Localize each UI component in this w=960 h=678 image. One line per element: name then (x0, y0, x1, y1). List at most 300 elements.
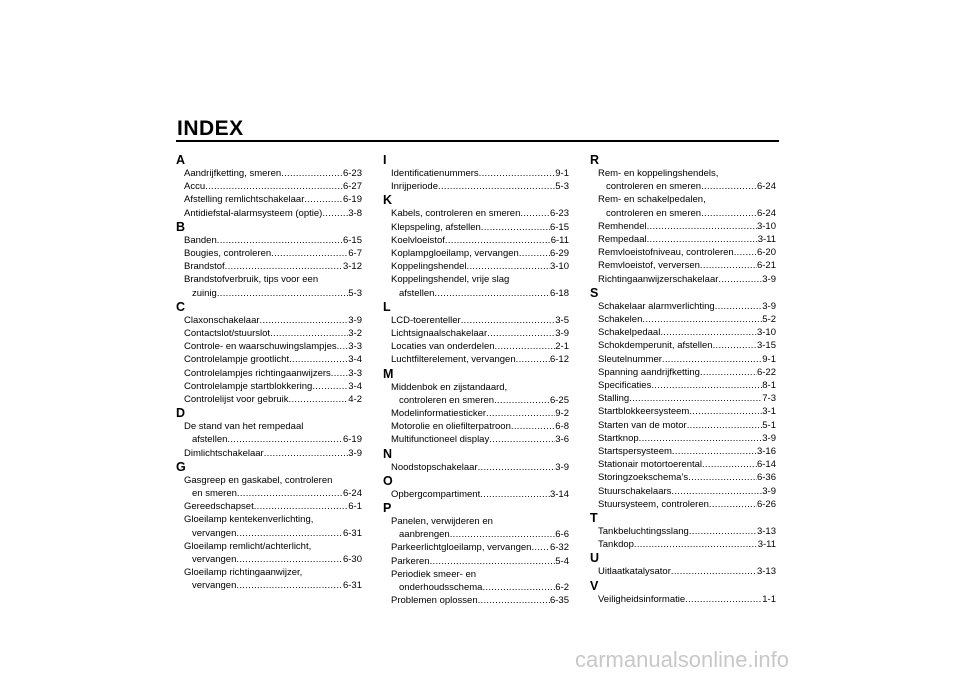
dot-leader (271, 247, 348, 260)
index-entry[interactable] (176, 513, 362, 539)
dot-leader (236, 579, 343, 592)
page-number: 2-1 (555, 341, 569, 353)
dot-leader (236, 553, 343, 566)
page-number: 9-2 (555, 408, 569, 420)
dot-leader (281, 167, 343, 180)
dot-leader (322, 207, 348, 220)
page-number: 6-23 (549, 208, 569, 220)
index-entry[interactable] (590, 300, 776, 313)
index-entry-text: Uitlaatkatalysator (598, 566, 671, 578)
index-entry-text: Klepspeling, afstellen (391, 221, 481, 233)
index-entry-text: Controlelampje grootlicht (184, 354, 290, 366)
dot-leader (434, 287, 550, 300)
page-number: 9-1 (555, 168, 569, 179)
dot-leader (634, 538, 758, 551)
index-entry-text: Luchtfilterelement, vervangen (391, 354, 516, 366)
dot-leader (217, 287, 348, 300)
page-number: 3-11 (757, 234, 776, 246)
page-number: 5-2 (762, 314, 776, 326)
page-number: 6-27 (342, 181, 362, 193)
index-entry[interactable] (590, 593, 776, 606)
index-letter: U (590, 551, 600, 566)
index-entry-text: Sleutelnummer (598, 353, 662, 365)
index-letter: N (383, 446, 393, 461)
index-entry[interactable] (383, 314, 569, 327)
index-entry-text: Startspersysteem (598, 446, 672, 458)
dot-leader (217, 234, 343, 247)
index-entry[interactable] (176, 180, 362, 193)
dot-leader (289, 353, 348, 366)
index-entry[interactable] (383, 594, 569, 607)
dot-leader (337, 340, 349, 353)
index-entry-text: Storingzoekschema’s (598, 472, 689, 484)
index-entry[interactable] (590, 313, 776, 326)
index-entry-text: Stationair motortoerental (598, 459, 703, 471)
page-number: 3-8 (348, 207, 362, 219)
index-entry[interactable] (590, 445, 776, 458)
index-letter: G (176, 459, 186, 474)
dot-leader (486, 407, 555, 420)
page-number: 3-1 (762, 406, 776, 418)
page-title: INDEX (177, 117, 244, 140)
index-entry[interactable] (383, 353, 569, 366)
page-number: 3-9 (762, 485, 776, 497)
index-entry-text: Tankdop (598, 539, 634, 551)
page-number: 6-11 (550, 234, 569, 246)
index-entry[interactable] (176, 340, 362, 353)
dot-leader (713, 339, 757, 352)
index-entry[interactable] (383, 461, 569, 474)
index-letter: B (176, 219, 186, 234)
index-entry-text: Parkeren (391, 555, 430, 567)
index-entry[interactable] (590, 233, 776, 246)
index-entry[interactable] (176, 420, 362, 446)
index-entry[interactable] (383, 488, 569, 501)
index-entry-text: afstellen (399, 287, 435, 299)
page-number: 6-26 (756, 498, 776, 510)
index-entry-text: Koppelingshendel (391, 261, 467, 273)
index-entry[interactable] (590, 273, 776, 286)
index-entry-text: Antidiefstal-alarmsysteem (optie) (184, 207, 323, 219)
page-number: 6-18 (549, 287, 569, 299)
index-entry-text: Rem- en schakelpedalen, (598, 194, 706, 206)
dot-leader (701, 207, 757, 220)
index-entry-text: Locaties van onderdelen (391, 341, 495, 353)
dot-leader (734, 246, 757, 259)
index-entry-text: Veiligheidsinformatie (598, 593, 686, 605)
dot-leader (647, 233, 758, 246)
page-number: 6-19 (342, 434, 362, 446)
dot-leader (700, 259, 757, 272)
index-entry-text: Stuursysteem, controleren (598, 498, 709, 510)
index-entry-text: Stuurschakelaars (598, 485, 672, 497)
dot-leader (494, 394, 550, 407)
index-entry-text: vervangen (192, 527, 237, 539)
index-entry[interactable] (590, 405, 776, 418)
index-entry-text: aanbrengen (399, 529, 450, 541)
page-number: 6-14 (756, 459, 776, 471)
index-entry-text: vervangen (192, 580, 237, 592)
index-entry[interactable] (383, 381, 569, 407)
index-entry[interactable] (176, 540, 362, 566)
dot-leader (651, 379, 762, 392)
index-entry-text: Controlelampjes richtingaanwijzers (184, 367, 331, 379)
dot-leader (520, 207, 550, 220)
page-number: 5-3 (555, 181, 569, 193)
page-number: 6-29 (549, 248, 569, 260)
dot-leader (445, 234, 551, 247)
index-entry-text: Startknop (598, 432, 639, 444)
page-number: 4-2 (348, 394, 362, 406)
index-letter: P (383, 501, 392, 516)
dot-leader (700, 366, 757, 379)
index-entry[interactable] (590, 193, 776, 219)
page-number: 6-22 (756, 366, 776, 378)
index-entry-text: Controle- en waarschuwingslampjes (184, 341, 337, 353)
dot-leader (660, 326, 757, 339)
index-entry-text: Motorolie en oliefilterpatroon (391, 421, 511, 433)
index-entry-text: Gasgreep en gaskabel, controleren (184, 474, 333, 486)
index-entry[interactable] (383, 541, 569, 554)
dot-leader (689, 405, 762, 418)
page-number: 3-15 (756, 340, 776, 352)
index-entry[interactable] (383, 234, 569, 247)
index-entry[interactable] (590, 498, 776, 511)
index-entry-text: Koelvloeistof (391, 234, 445, 246)
index-entry[interactable] (383, 555, 569, 568)
index-entry[interactable] (590, 525, 776, 538)
index-entry[interactable] (383, 247, 569, 260)
page-number: 3-5 (555, 314, 569, 326)
dot-leader (450, 528, 556, 541)
index-entry[interactable] (176, 247, 362, 260)
page-number: 6-15 (549, 221, 569, 233)
index-entry-text: controleren en smeren (606, 207, 702, 219)
page-number: 3-12 (342, 261, 362, 273)
index-column-3 (590, 153, 776, 606)
index-entry[interactable] (176, 566, 362, 592)
dot-leader (702, 458, 757, 471)
index-entry[interactable] (383, 221, 569, 234)
dot-leader (642, 313, 762, 326)
page-number: 3-3 (348, 367, 362, 379)
index-entry-text: Starten van de motor (598, 419, 687, 431)
index-entry-text: Opbergcompartiment (391, 488, 481, 500)
index-entry[interactable] (590, 339, 776, 352)
dot-leader (516, 353, 550, 366)
index-column-1 (176, 153, 362, 593)
index-entry[interactable] (176, 260, 362, 273)
page-number: 6-20 (756, 247, 776, 259)
index-entry-text: Middenbok en zijstandaard, (391, 381, 508, 393)
page-number: 3-13 (756, 566, 776, 578)
index-entry[interactable] (176, 234, 362, 247)
page-number: 6-23 (342, 168, 362, 179)
index-entry-text: Remvloeistof, verversen (598, 260, 700, 272)
index-entry-text: Modelinformatiesticker (391, 408, 487, 420)
index-entry-text: Claxonschakelaar (184, 314, 260, 326)
page-number: 6-19 (342, 194, 362, 206)
dot-leader (312, 380, 348, 393)
page-number: 6-31 (342, 580, 362, 592)
page-number: 3-4 (348, 380, 362, 392)
page-number: 5-1 (762, 419, 776, 431)
dot-leader (688, 471, 757, 484)
page-number: 3-6 (555, 434, 569, 446)
dot-leader (260, 314, 349, 327)
dot-leader (478, 594, 550, 607)
index-entry-text: Brandstofverbruik, tips voor een (184, 274, 319, 286)
page-number: 3-14 (549, 488, 569, 500)
index-entry-text: Periodiek smeer- en (391, 568, 477, 580)
index-entry[interactable] (590, 246, 776, 259)
dot-leader (225, 260, 343, 273)
dot-leader (264, 447, 349, 460)
title-rule (176, 140, 779, 142)
page-number: 3-13 (756, 526, 776, 538)
dot-leader (495, 340, 556, 353)
index-entry[interactable] (383, 433, 569, 446)
index-entry-text: Parkeerlichtgloeilamp, vervangen (391, 542, 532, 554)
index-entry[interactable] (176, 207, 362, 220)
dot-leader (289, 393, 349, 406)
index-entry[interactable] (383, 180, 569, 193)
index-entry[interactable] (590, 220, 776, 233)
index-entry-text: Spanning aandrijfketting (598, 366, 700, 378)
index-entry[interactable] (176, 273, 362, 299)
dot-leader (482, 581, 555, 594)
index-entry[interactable] (590, 353, 776, 366)
dot-leader (304, 193, 343, 206)
index-entry[interactable] (176, 474, 362, 500)
page-number: 5-4 (555, 555, 569, 567)
dot-leader (715, 300, 763, 313)
index-letter: R (590, 153, 600, 167)
index-entry-text: controleren en smeren (606, 181, 702, 193)
dot-leader (430, 555, 556, 568)
page-number: 6-32 (549, 542, 569, 554)
index-entry[interactable] (590, 259, 776, 272)
index-entry[interactable] (383, 327, 569, 340)
page-number: 6-7 (348, 248, 362, 260)
index-entry[interactable] (590, 366, 776, 379)
page-number: 3-10 (756, 220, 776, 232)
dot-leader (519, 247, 550, 260)
index-entry-text: Tankbeluchtingsslang (598, 526, 689, 538)
dot-leader (672, 445, 757, 458)
page-number: 3-10 (756, 327, 776, 339)
index-entry-text: Brandstof (184, 261, 225, 273)
index-letter: O (383, 473, 393, 488)
index-entry[interactable] (383, 568, 569, 594)
index-entry[interactable] (590, 392, 776, 405)
page-number: 3-9 (762, 273, 776, 285)
index-entry[interactable] (176, 167, 362, 180)
index-entry[interactable] (176, 393, 362, 406)
page-number: 6-24 (756, 207, 776, 219)
page-number: 6-1 (348, 501, 362, 513)
index-entry-text: Rem- en koppelingshendels, (598, 168, 719, 179)
dot-leader (438, 180, 555, 193)
index-entry[interactable] (176, 447, 362, 460)
index-entry-text: Identificatienummers (391, 168, 479, 179)
dot-leader (489, 433, 555, 446)
index-entry-text: Rempedaal (598, 234, 647, 246)
index-entry[interactable] (590, 167, 776, 193)
page-number: 6-8 (555, 421, 569, 433)
index-entry-text: Richtingaanwijzerschakelaar (598, 273, 719, 285)
dot-leader (227, 433, 343, 446)
index-entry-text: Aandrijfketting, smeren (184, 168, 282, 179)
page-number: 3-10 (549, 261, 569, 273)
dot-leader (487, 327, 555, 340)
index-entry[interactable] (383, 407, 569, 420)
page-number: 1-1 (762, 593, 776, 605)
page-number: 6-15 (342, 234, 362, 246)
index-entry-text: Koplampgloeilamp, vervangen (391, 248, 519, 260)
index-entry[interactable] (383, 167, 569, 180)
dot-leader (479, 167, 556, 180)
index-entry-text: Kabels, controleren en smeren (391, 208, 521, 220)
page-number: 6-35 (549, 595, 569, 607)
page-number: 6-12 (549, 354, 569, 366)
index-entry-text: LCD-toerenteller (391, 314, 461, 326)
page-number: 6-24 (756, 181, 776, 193)
index-entry[interactable] (383, 207, 569, 220)
dot-leader (481, 221, 550, 234)
index-letter: M (383, 366, 394, 381)
dot-leader (687, 419, 763, 432)
index-entry[interactable] (383, 420, 569, 433)
index-entry-text: Controlelampje startblokkering (184, 380, 313, 392)
index-entry-text: Controlelijst voor gebruik (184, 394, 289, 406)
index-entry[interactable] (176, 500, 362, 513)
index-entry-text: Afstelling remlichtschakelaar (184, 194, 305, 206)
index-entry-text: Schokdemperunit, afstellen (598, 340, 713, 352)
index-entry-text: Schakelen (598, 314, 643, 326)
index-entry-text: afstellen (192, 434, 228, 446)
index-entry[interactable] (176, 367, 362, 380)
page-number: 6-21 (756, 260, 776, 272)
page-number: 8-1 (762, 380, 776, 392)
dot-leader (689, 525, 757, 538)
page-number: 6-30 (342, 554, 362, 566)
dot-leader (718, 273, 762, 286)
index-entry-text: Multifunctioneel display (391, 434, 490, 446)
index-entry-text: Dimlichtschakelaar (184, 447, 264, 459)
index-entry-text: Gloeilamp remlicht/achterlicht, (184, 540, 312, 552)
index-entry-text: en smeren (192, 488, 237, 500)
index-letter: K (383, 193, 393, 208)
index-entry-text: Remvloeistofniveau, controleren (598, 247, 734, 259)
index-entry-text: controleren en smeren (399, 394, 495, 406)
index-entry-text: Lichtsignaalschakelaar (391, 328, 488, 340)
page-number: 3-3 (348, 341, 362, 353)
index-entry-text: Koppelingshendel, vrije slag (391, 274, 510, 286)
page-number: 9-1 (762, 353, 776, 365)
index-entry[interactable] (383, 340, 569, 353)
page-number: 6-2 (555, 582, 569, 594)
index-entry[interactable] (590, 485, 776, 498)
index-entry[interactable] (590, 471, 776, 484)
index-entry[interactable] (590, 419, 776, 432)
index-letter: T (590, 511, 598, 526)
dot-leader (254, 500, 349, 513)
index-entry-text: Schakelaar alarmverlichting (598, 300, 715, 312)
index-entry[interactable] (590, 432, 776, 445)
dot-leader (467, 260, 550, 273)
index-entry[interactable] (590, 326, 776, 339)
dot-leader (701, 180, 757, 193)
index-letter: D (176, 406, 186, 421)
page-number: 3-9 (348, 447, 362, 459)
index-entry[interactable] (590, 379, 776, 392)
index-letter: I (383, 153, 387, 167)
index-entry[interactable] (590, 538, 776, 551)
index-letter: L (383, 299, 391, 314)
page-number: 3-9 (762, 432, 776, 444)
index-entry-text: Gloeilamp richtingaanwijzer, (184, 567, 303, 579)
dot-leader (671, 485, 762, 498)
page-number: 6-24 (342, 488, 362, 500)
dot-leader (511, 420, 555, 433)
index-entry[interactable] (383, 260, 569, 273)
page-number: 3-9 (555, 461, 569, 473)
index-entry-text: Schakelpedaal (598, 327, 661, 339)
index-entry-text: zuinig (192, 287, 217, 299)
page-number: 5-3 (348, 287, 362, 299)
page-number: 6-6 (555, 529, 569, 541)
watermark-text: carmanualsonline.info (575, 647, 790, 672)
dot-leader (647, 220, 757, 233)
index-entry-text: vervangen (192, 554, 237, 566)
dot-leader (461, 314, 556, 327)
dot-leader (331, 367, 348, 380)
page-number: 3-2 (348, 328, 362, 340)
index-entry-text: Remhendel (598, 220, 647, 232)
index-entry[interactable] (176, 353, 362, 366)
index-entry-text: Inrijperiode (391, 181, 438, 193)
page-number: 7-3 (762, 393, 776, 405)
index-entry-text: Bougies, controleren (184, 248, 272, 260)
page-number: 6-31 (342, 527, 362, 539)
index-letter: C (176, 299, 186, 314)
index-entry[interactable] (176, 314, 362, 327)
index-entry[interactable] (383, 273, 569, 299)
index-entry-text: Panelen, verwijderen en (391, 516, 493, 528)
index-column-2 (383, 153, 569, 607)
dot-leader (639, 432, 763, 445)
dot-leader (480, 488, 550, 501)
dot-leader (629, 392, 762, 405)
dot-leader (236, 527, 343, 540)
dot-leader (270, 327, 348, 340)
index-entry[interactable] (383, 515, 569, 541)
index-entry-text: Accu (184, 181, 206, 193)
index-entry[interactable] (176, 193, 362, 206)
index-entry[interactable] (590, 458, 776, 471)
index-entry-text: Specificaties (598, 380, 652, 392)
page-number: 6-25 (549, 394, 569, 406)
dot-leader (671, 565, 757, 578)
dot-leader (237, 487, 343, 500)
index-entry[interactable] (590, 565, 776, 578)
index-entry-text: Startblokkeersysteem (598, 406, 690, 418)
index-entry[interactable] (176, 327, 362, 340)
page-number: 3-16 (756, 446, 776, 458)
index-entry[interactable] (176, 380, 362, 393)
index-entry-text: Contactslot/stuurslot (184, 328, 271, 340)
